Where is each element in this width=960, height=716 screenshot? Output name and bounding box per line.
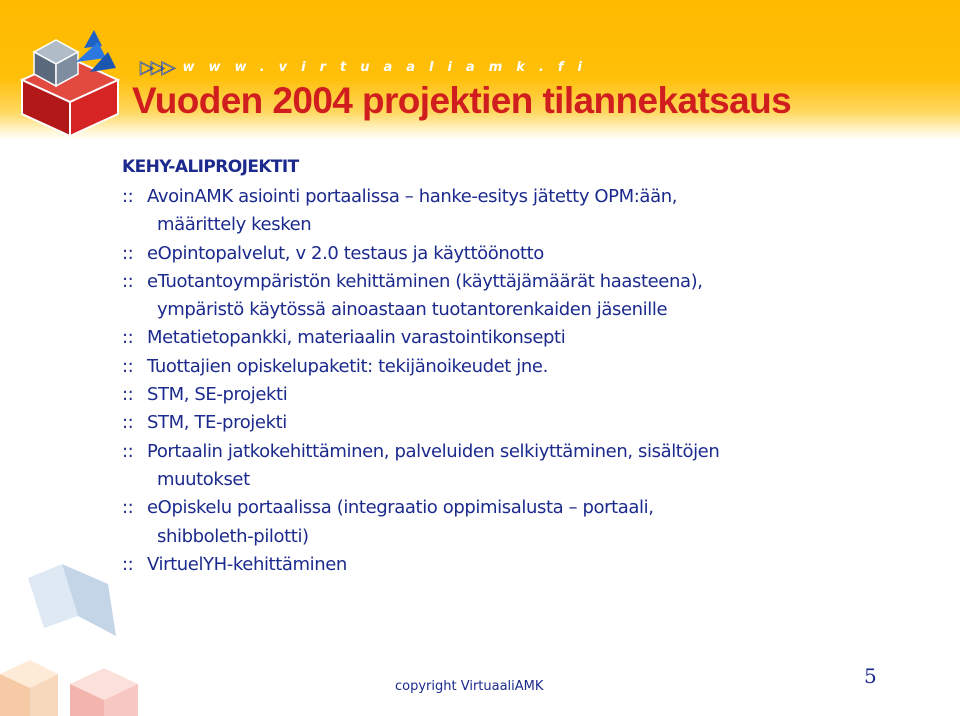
section-heading: KEHY-ALIPROJEKTIT <box>122 157 299 177</box>
bullet-text: STM, SE-projekti <box>147 384 288 406</box>
bullet-list <box>122 183 922 579</box>
list-item <box>122 183 922 240</box>
slide-title: Vuoden 2004 projektien tilannekatsaus <box>132 80 792 121</box>
bullet-text: Tuottajien opiskelupaketit: tekijänoikeudet jne. <box>147 355 548 377</box>
bullet-text: Portaalin jatkokehittäminen, palveluiden selkiyttäminen, sisältöjen <box>147 440 720 462</box>
decorative-cubes <box>0 556 220 716</box>
bullet-marker: :: <box>122 497 134 519</box>
page-number: 5 <box>864 664 877 688</box>
site-url[interactable] <box>140 55 596 79</box>
bullet-marker: :: <box>122 270 134 292</box>
bullet-text-continued: määrittely kesken <box>157 214 312 236</box>
copyright-text: copyright VirtuaaliAMK <box>395 679 544 694</box>
url-arrows-icon: ▷▷▷ <box>140 56 173 78</box>
bullet-marker: :: <box>122 186 134 207</box>
bullet-text: VirtuelYH-kehittäminen <box>147 553 347 575</box>
bullet-text: Metatietopankki, materiaalin varastointikonsepti <box>147 327 566 349</box>
list-item <box>122 409 922 437</box>
bullet-text: STM, TE-projekti <box>147 412 287 434</box>
bullet-text-continued: muutokset <box>157 468 250 490</box>
list-item <box>122 324 922 352</box>
bullet-marker: :: <box>122 242 134 264</box>
list-item <box>122 381 922 409</box>
bullet-text: AvoinAMK asiointi portaalissa – hanke-esitys jätetty OPM:ään, <box>147 186 678 207</box>
list-item <box>122 268 922 325</box>
bullet-marker: :: <box>122 553 134 575</box>
bullet-marker: :: <box>122 355 134 377</box>
list-item <box>122 438 922 495</box>
url-text[interactable]: www.virtuaaliamk.fi <box>182 59 596 75</box>
bullet-marker: :: <box>122 327 134 349</box>
bullet-marker: :: <box>122 440 134 462</box>
list-item <box>122 353 922 381</box>
list-item <box>122 494 922 551</box>
bullet-text: eTuotantoympäristön kehittäminen (käyttäjämäärät haasteena), <box>147 270 703 292</box>
bullet-text: eOpiskelu portaalissa (integraatio oppimisalusta – portaali, <box>147 497 654 519</box>
list-item <box>122 551 922 579</box>
bullet-marker: :: <box>122 384 134 406</box>
bullet-text: eOpintopalvelut, v 2.0 testaus ja käyttöönotto <box>147 242 544 264</box>
bullet-marker: :: <box>122 412 134 434</box>
bullet-text-continued: ympäristö käytössä ainoastaan tuotantorenkaiden jäsenille <box>157 299 668 321</box>
list-item <box>122 240 922 268</box>
cube-logo <box>14 28 126 138</box>
bullet-text-continued: shibboleth-pilotti) <box>157 525 309 547</box>
